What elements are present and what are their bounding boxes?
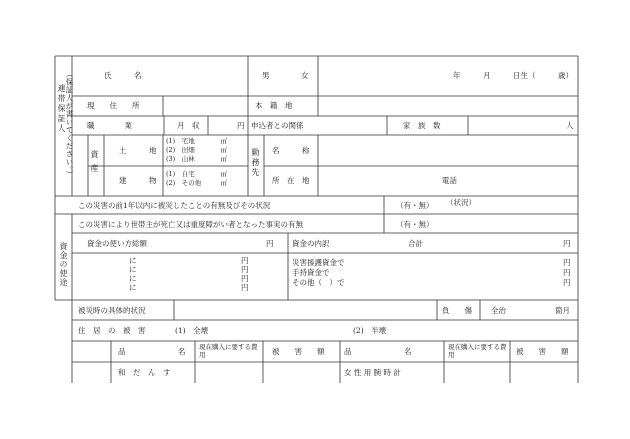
guarantor-name-label: 氏 名 (104, 71, 142, 80)
relationship-field[interactable] (319, 117, 386, 134)
sex-male-option[interactable]: 男 (262, 71, 270, 80)
guarantor-section-title: 連帯保証人 (57, 84, 66, 134)
guarantor-name-field[interactable] (163, 58, 247, 94)
workplace-address-label: 所 在 地 (272, 176, 310, 185)
funds-total-label: 合計 (408, 239, 423, 248)
funds-content-label: 資金の内訳 (292, 239, 330, 248)
funds-content-other: その他（ ）で (292, 278, 345, 287)
building-item-other[interactable]: (2) その他 ㎡ (166, 179, 228, 187)
family-count-label: 家 族 数 (403, 121, 441, 130)
damage-amount-header: 被 害 額 (272, 347, 325, 356)
workplace-label: 勤務先 (251, 148, 260, 178)
land-item-forest[interactable]: (3) 山林 ㎡ (166, 155, 228, 163)
occupation-label: 職 業 (87, 121, 132, 130)
funds-total-yen: 円 (563, 239, 571, 248)
sex-female-option[interactable]: 女 (301, 71, 309, 80)
address-field[interactable] (164, 97, 247, 115)
workplace-name-field[interactable] (319, 136, 577, 165)
damage-situation-label: 被災時の具体的状況 (78, 306, 146, 315)
disaster-status-label: （状況） (446, 198, 476, 207)
injury-label: 負 傷 (442, 306, 472, 315)
funds-breakdown-label: 資金の使い方総額 (87, 239, 147, 248)
funds-breakdown-item: に (129, 265, 137, 274)
birth-date-field[interactable]: 年 月 日生（ 歳） (453, 71, 573, 80)
funds-content-yen: 円 (563, 278, 571, 287)
item-name-header: 品 名 (118, 347, 186, 356)
funds-breakdown-item: に (129, 274, 137, 283)
full-destruction-option[interactable]: (1) 全壊 (175, 326, 209, 335)
funds-breakdown-item-yen: 円 (241, 256, 249, 265)
funds-content-disaster-aid: 災害援護資金で (292, 258, 345, 267)
house-damage-label: 住 居 の 被 害 (78, 326, 146, 335)
domicile-field[interactable] (319, 97, 577, 115)
damage-item-ladies-watch: 女 性 用 腕 時 計 (344, 368, 401, 377)
item-name-header: 品 名 (344, 347, 412, 356)
funds-content-yen: 円 (563, 258, 571, 267)
purchase-cost-header: 現在購入に要する費用 (199, 343, 258, 359)
damage-item-wardrobe: 和 だ ん す (118, 368, 171, 377)
relationship-label: 申込者との関係 (251, 121, 304, 130)
family-count-unit: 人 (566, 121, 574, 130)
building-item-home[interactable]: (1) 自宅 ㎡ (166, 170, 228, 178)
workplace-name-label: 名 称 (272, 146, 310, 155)
land-item-residential[interactable]: (1) 宅地 ㎡ (166, 137, 228, 145)
funds-content-own-funds: 手持資金で (292, 268, 330, 277)
funds-content-yen: 円 (563, 268, 571, 277)
funds-breakdown-item-yen: 円 (241, 283, 249, 292)
domicile-label: 本 籍 地 (255, 101, 293, 110)
half-destruction-option[interactable]: (2) 半壊 (353, 326, 387, 335)
death-disability-answer[interactable]: （有・無） (396, 220, 434, 229)
funds-breakdown-item: に (129, 283, 137, 292)
previous-disaster-question: この災害の前1年以内に被災したことの有無及びその状況 (78, 201, 271, 210)
funds-breakdown-yen: 円 (266, 239, 274, 248)
recovery-months-unit: 箇月 (555, 306, 570, 315)
land-label: 土 地 (119, 146, 157, 155)
recovery-label: 全治 (491, 306, 506, 315)
damage-situation-field[interactable] (175, 301, 436, 319)
funds-section-title: 資金の使途 (59, 242, 68, 287)
funds-breakdown-item-yen: 円 (241, 274, 249, 283)
land-item-farmland[interactable]: (2) 田畑 ㎡ (166, 146, 228, 154)
monthly-income-label: 月 収 (177, 121, 200, 130)
phone-label: 電話 (442, 176, 457, 185)
monthly-income-yen: 円 (237, 121, 245, 130)
funds-breakdown-item: に (129, 256, 137, 265)
guarantor-section-note: （保証人が書いてください。） (65, 70, 74, 179)
address-label: 現 住 所 (87, 101, 140, 110)
death-disability-question: この災害により世帯主が死亡又は重度障がい者となった事実の有無 (78, 220, 303, 229)
damage-amount-header: 被 害 額 (516, 347, 569, 356)
funds-breakdown-item-yen: 円 (241, 265, 249, 274)
previous-disaster-answer[interactable]: （有・無） (396, 201, 434, 210)
purchase-cost-header: 現在購入に要する費用 (448, 343, 507, 359)
assets-label: 資産 (90, 150, 99, 178)
building-label: 建 物 (119, 176, 157, 185)
